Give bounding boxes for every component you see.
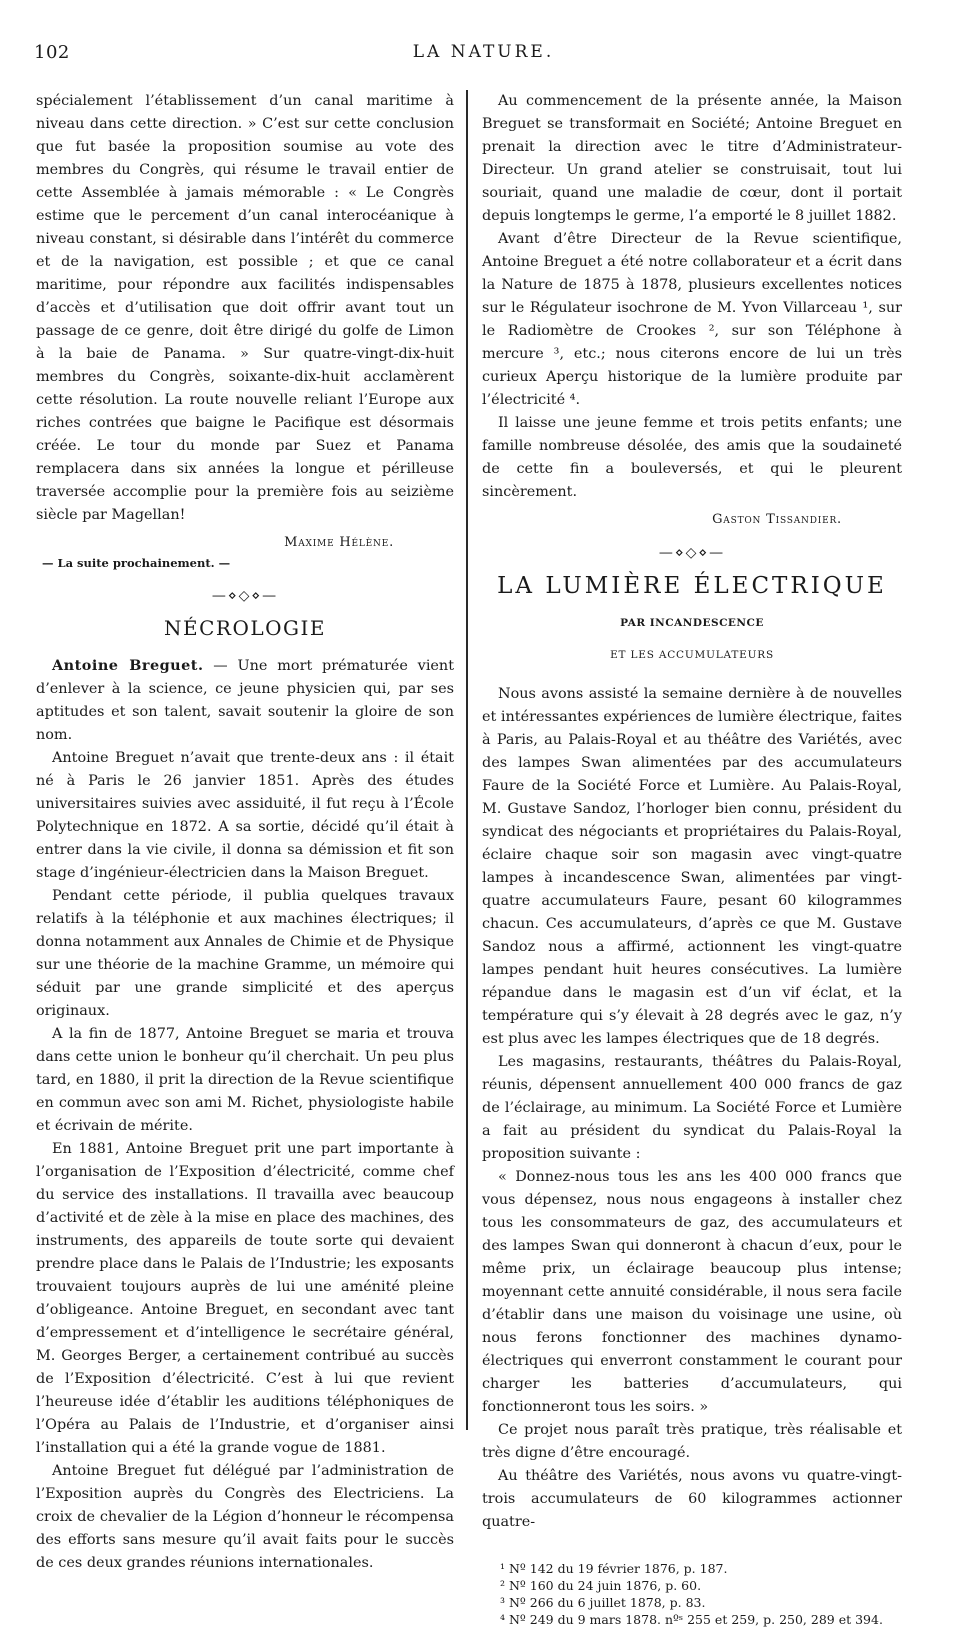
footnotes — [482, 1560, 902, 1628]
obituary-paragraph: A la fin de 1877, Antoine Breguet se maria et trouva dans cette union le bonheur qu’il cherchait. Un peu plus tard, en 1880, il prit la direction de la Revue scientifique en commun avec son ami M. Richet, physiologiste habile et écrivain de mérite. — [36, 1026, 454, 1134]
article-paragraph: Ce projet nous paraît très pratique, très réalisable et très digne d’être encouragé. — [482, 1422, 902, 1461]
obituary-paragraph — [36, 654, 454, 747]
signature: Gaston Tissandier. — [712, 512, 842, 527]
left-column — [36, 90, 454, 1575]
article-paragraph: « Donnez-nous tous les ans les 400 000 francs que vous dépensez, nous nous engageons à installer chez tous les consommateurs de gaz, des accumulateurs et des lampes Swan qui donneront à chacun d’eux, pour le même prix, un éclairage beaucoup plus intense; moyennant cette annuité considérable, il nous sera facile d’établir dans une maison du voisinage une usine, où nous ferons fonctionner des machines dynamo-électriques qui enverront constamment le courant pour charger les batteries d’accumulateurs, qui fonctionneront tous les soirs. » — [482, 1169, 902, 1415]
page-number: 102 — [34, 42, 70, 63]
section-title: NÉCROLOGIE — [163, 616, 326, 640]
obituary-paragraph: Antoine Breguet n’avait que trente-deux ans : il était né à Paris le 26 janvier 1851. Après des études universitaires suivies avec assiduité, il fut reçu à l’École Polytechnique en 1872. A sa sortie, décidé qu’il était à entrer dans la vie civile, il donna sa démission et fit son stage d’ingénieur-électricien dans la Maison Breguet. — [36, 750, 454, 881]
paragraph: spécialement l’établissement d’un canal maritime à niveau dans cette direction. » C’est sur cette conclusion que fut basée la proposition soumise au vote des membres du Congrès, qui résume le travail entier de cette Assemblée à jamais mémorable : « Le Congrès estime que le percement d’un canal interocéanique à niveau constant, si désirable dans l’intérêt du commerce et de la navigation, est possible ; et que ce canal maritime, pour répondre aux facilités indispensables d’accès et d’utilisation que doit offrir avant tout un passage de ce genre, doit être dirigé du golfe de Limon à la baie de Panama. » Sur quatre-vingt-dix-huit membres du Congrès, soixante-dix-huit acclamèrent cette résolution. La route nouvelle reliant l’Europe aux riches contrées que baigne le Pacifique est désormais créée. Le tour du monde par Suez et Panama remplacera dans six années la longue et périlleuse traversée accomplie pour la première fois au seizième siècle par Magellan! — [36, 93, 454, 523]
ornament-divider: —⋄◇⋄— — [658, 545, 726, 561]
footnote: ² Nº 160 du 24 juin 1876, p. 60. — [500, 1578, 702, 1593]
article-paragraph: Les magasins, restaurants, théâtres du Palais-Royal, réunis, dépensent annuellement 400 000 francs de gaz de l’éclairage, au minimum. La Société Force et Lumière a fait au président du syndicat du Palais-Royal la proposition suivante : — [482, 1054, 902, 1162]
obituary-paragraph: Antoine Breguet fut délégué par l’administration de l’Exposition auprès du Congrès des Electriciens. La croix de chevalier de la Légion d’honneur le récompensa des efforts sans mesure qu’il avait faits pour le succès de ces deux grandes réunions internationales. — [36, 1463, 454, 1571]
footnote: ³ Nº 266 du 6 juillet 1878, p. 83. — [500, 1595, 706, 1610]
obituary-paragraph: Il laisse une jeune femme et trois petits enfants; une famille nombreuse désolée, des amis que la soudaineté de cette fin a bouleversés, et qui le pleurent sincèrement. — [482, 415, 902, 500]
right-column — [482, 90, 902, 1628]
article-title: LA LUMIÈRE ÉLECTRIQUE — [497, 573, 887, 599]
column-divider — [466, 90, 468, 1430]
article-subtitle: PAR INCANDESCENCE — [620, 617, 764, 629]
obituary-text: — Une mort prématurée vient d’enlever à la science, ce jeune physicien qui, par ses aptitudes et son talent, savait soutenir la gloire de son nom. — [36, 658, 454, 743]
article-subtitle: ET LES ACCUMULATEURS — [610, 649, 774, 661]
obituary-paragraph: Avant d’être Directeur de la Revue scientifique, Antoine Breguet a été notre collaborateur et a écrit dans la Nature de 1875 à 1878, plusieurs excellentes notices sur le Régulateur isochrone de M. Yvon Villarceau ¹, sur le Radiomètre de Crookes ², sur son Téléphone à mercure ³, etc.; nous citerons encore de lui un très curieux Aperçu historique de la lumière produite par l’électricité ⁴. — [482, 231, 902, 408]
article-paragraph: Au théâtre des Variétés, nous avons vu quatre-vingt-trois accumulateurs de 60 kilogrammes actionner quatre- — [482, 1468, 902, 1530]
ornament-divider: —⋄◇⋄— — [211, 588, 279, 604]
obituary-paragraph: En 1881, Antoine Breguet prit une part importante à l’organisation de l’Exposition d’électricité, comme chef du service des installations. Il travailla avec beaucoup d’activité et de zèle à la mise en place des machines, des instruments, des appareils de toute sorte qui devaient prendre place dans le Palais de l’Industrie; les exposants trouvaient toujours auprès de lui une aménité pleine d’obligeance. Antoine Breguet, en secondant avec tant d’empressement et d’intelligence le secrétaire général, M. Georges Berger, a certainement contribué au succès de l’Exposition d’électricité. C’est à lui que revient l’heureuse idée d’établir les auditions téléphoniques de l’Opéra au Palais de l’Industrie, et d’organiser ainsi l’installation qui a été la grande vogue de 1881. — [36, 1141, 454, 1456]
article-paragraph: Nous avons assisté la semaine dernière à de nouvelles et intéressantes expériences de lumière électrique, faites à Paris, au Palais-Royal et au théâtre des Variétés, avec des lampes Swan alimentées par des accumulateurs Faure de la Société Force et Lumière. Au Palais-Royal, M. Gustave Sandoz, l’horloger bien connu, président du syndicat des négociants et propriétaires du Palais-Royal, éclaire chaque soir son magasin avec vingt-quatre lampes à incandescence Swan, alimentées par vingt-quatre accumulateurs Faure, pesant 60 kilogrammes chacun. Ces accumulateurs, d’après ce que M. Gustave Sandoz nous a affirmé, actionnent les vingt-quatre lampes pendant huit heures consécutives. La lumière répandue dans le magasin est d’un vif éclat, et la température qui s’y élevait à 28 degrés avec le gaz, n’y est plus avec les lampes électriques que de 18 degrés. — [482, 686, 902, 1047]
footnote: ¹ Nº 142 du 19 février 1876, p. 187. — [500, 1561, 728, 1576]
obituary-paragraph: Pendant cette période, il publia quelques travaux relatifs à la téléphonie et aux machines électriques; il donna notamment aux Annales de Chimie et de Physique sur une théorie de la machine Gramme, un mémoire qui séduit par une grande simplicité et des aperçus originaux. — [36, 888, 454, 1019]
journal-title: LA NATURE. — [412, 42, 555, 62]
obituary-paragraph: Au commencement de la présente année, la Maison Breguet se transformait en Société; Antoine Breguet en prenait la direction avec le titre d’Administrateur-Directeur. Un grand atelier se construisait, tout lui souriait, quand une maladie de cœur, dont il portait depuis longtemps le germe, l’a emporté le 8 juillet 1882. — [482, 93, 902, 224]
signature: Maxime Hélène. — [284, 535, 394, 550]
obituary-name: Antoine Breguet. — [52, 657, 204, 674]
continuation-note: — La suite prochainement. — — [42, 556, 231, 570]
footnote: ⁴ Nº 249 du 9 mars 1878. nºˢ 255 et 259, p. 250, 289 et 394. — [500, 1612, 883, 1627]
